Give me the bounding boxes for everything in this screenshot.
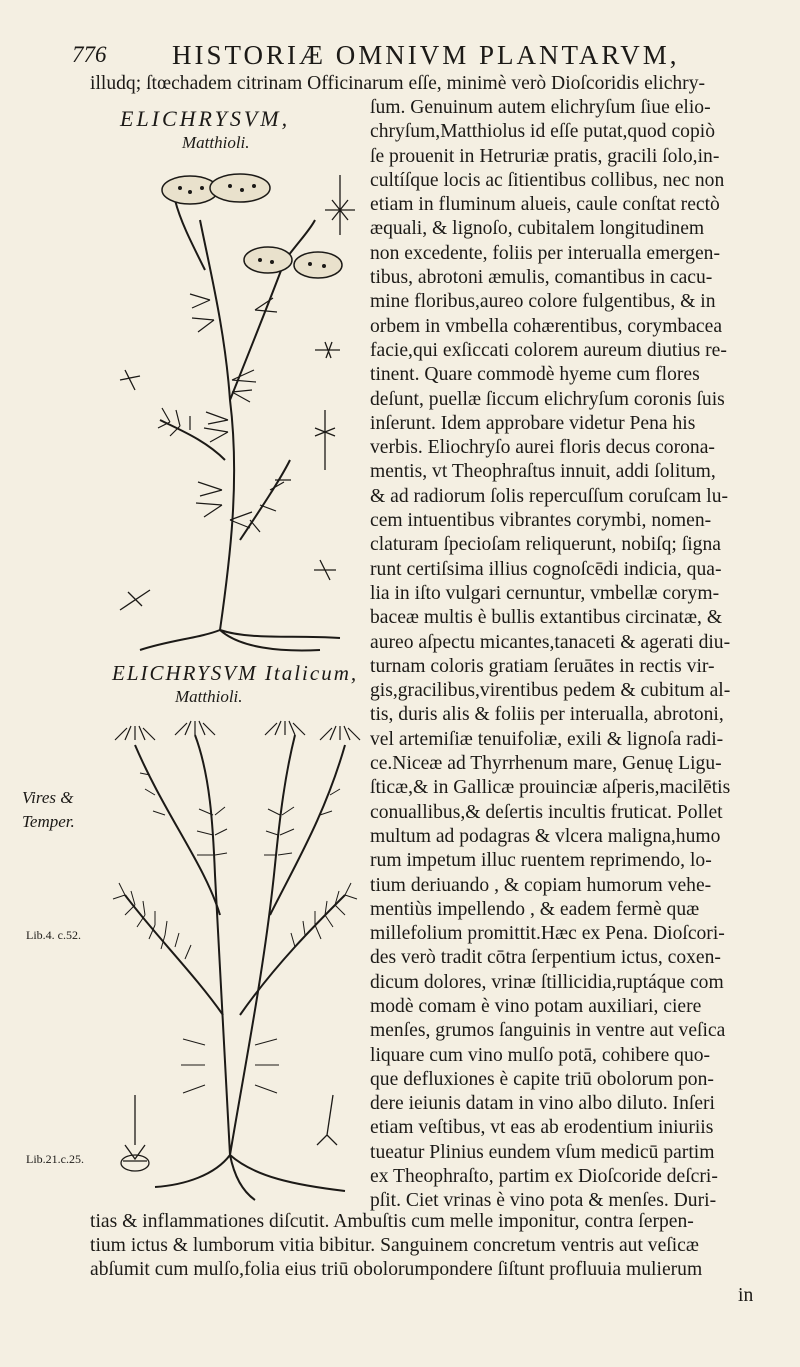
text-line: non excedente, foliis per interualla emergen- [370,242,720,264]
figure1-title: ELICHRYSVM, [120,106,291,131]
text-line: lia in iſto vulgari cernuntur, vmbellæ corym- [370,582,720,604]
text-line: facie,qui exſiccati colorem aureum diutius re- [370,339,727,361]
text-line: que defluxiones è capite triū obolorum pon- [370,1068,714,1090]
margin-note-temper: Temper. [22,812,75,831]
figure1-subtitle: Matthioli. [182,133,250,152]
text-line: dere ieiunis datam in vino albo diluto. Inſeri [370,1093,715,1115]
text-line: baceæ multis è bullis extantibus circinatæ, & [370,607,723,629]
text-line: verbis. Eliochryſo aurei floris decus corona- [370,437,715,459]
text-line: tibus, abrotoni æmulis, comantibus in cacu- [370,267,713,289]
text-line: cem intuentibus vibrantes corymbi, nomen- [370,510,712,532]
text-line: orbem in vmbella cohærentibus, corymbacea [370,315,723,337]
text-line: & ad radiorum ſolis repercuſſum coruſcam lu- [370,485,729,507]
text-line: millefolium promittit.Hæc ex Pena. Dioſcori- [370,923,725,945]
bottom-text-line: abſumit cum mulſo,folia eius triū obolorumpondere ſiſtunt profluuia mulierum [90,1259,703,1280]
text-line: etiam in fluminum alueis, caule conſtat rectò [370,194,720,216]
text-line: ſe prouenit in Hetruriæ pratis, gracili ſolo,in- [370,145,720,167]
elichrysum-woodcut-illustration [110,160,365,655]
text-line: gis,gracilibus,virentibus pedem & cubitum al- [370,680,731,702]
text-line: mentiùs impellendo , & eadem fermè quæ [370,898,700,920]
text-line: liquare cum vino mulſo potā, cohibere quo- [370,1044,711,1066]
running-title: HISTORIÆ OMNIVM PLANTARVM, [172,40,680,70]
text-line: etiam veſtibus, vt eas ab erodentium iniuriis [370,1117,714,1139]
text-line: mentis, vt Theophraſtus innuit, addi ſolitum, [370,461,716,483]
text-line: aureo aſpectu micantes,tanaceti & agerati diu- [370,631,731,653]
text-line: claturam ſpecioſam reliquerunt, nobiſq; ſigna [370,534,721,556]
page-header [72,42,772,72]
text-line: des verò tradit cōtra ſerpentium ictus, coxen- [370,947,721,969]
text-line: ſticæ,& in Gallicæ prouinciæ aſperis,macilētis [370,777,731,799]
text-line: dicum dolores, vrinæ ſtillicidia,ruptáque com [370,971,724,993]
text-line: ſum. Genuinum autem elichryſum ſiue elio- [370,97,711,118]
text-line: ce.Niceæ ad Thyrrhenum mare, Genuę Ligu- [370,753,722,775]
margin-reference-lib4: Lib.4. c.52. [26,928,81,942]
text-line: rum impetum illuc ruentem reprimendo, lo- [370,850,712,872]
text-line: tinent. Quare commodè hyeme cum flores [370,364,700,386]
page-number: 776 [72,42,107,67]
text-line: conuallibus,& deſertis incultis fruticat. Pollet [370,801,723,823]
margin-reference-lib21: Lib.21.c.25. [26,1152,84,1166]
text-line: runt certiſsima illius cognoſcēdi indicia, qua- [370,558,722,580]
figure2-title: ELICHRYSVM Italicum, [112,661,359,685]
text-line: mine floribus,aureo colore fulgentibus, & in [370,291,716,313]
text-column [370,96,770,1214]
text-line: deſunt, puellæ ſiccum elichryſum coronis ſuis [370,388,725,410]
text-line: modè comam è vino potam auxiliari, ciere [370,995,702,1017]
figure2-subtitle: Matthioli. [175,687,243,706]
text-line: pſit. Ciet vrinas è vino pota & menſes. Duri- [370,1190,717,1212]
margin-note-vires: Vires & [22,788,74,807]
bottom-text-line: tias & inflammationes diſcutit. Ambuſtis cum melle imponitur, contra ſerpen- [90,1211,694,1232]
text-line: inſerunt. Idem approbare videtur Pena his [370,412,696,434]
elichrysum-italicum-woodcut-illustration [95,715,370,1205]
text-line: tis, duris alis & foliis per interualla, abrotoni, [370,704,724,726]
text-line: menſes, grumos ſanguinis in ventre aut veſica [370,1020,726,1042]
text-line: vel artemiſiæ tenuifoliæ, exili & lignoſa radi- [370,728,724,750]
text-line: cultíſque locis ac ſitientibus collibus, nec non [370,169,725,191]
bottom-text-line: tium ictus & lumborum vitia bibitur. Sanguinem concretum ventris aut veſicæ [90,1235,699,1256]
text-line: æquali, & lignoſo, cubitalem longitudinem [370,218,705,240]
text-line: chryſum,Matthiolus id eſſe putat,quod copiò [370,121,716,143]
catchword: in [738,1285,754,1306]
text-line: multum ad podagras & vlcera maligna,humo [370,825,721,847]
text-line: tium deriuando , & copiam humorum vehe- [370,874,712,896]
text-line: ex Theophraſto, partim ex Dioſcoride deſcri- [370,1166,718,1188]
first-text-line: illudq; ſtœchadem citrinam Officinarum eſſe, minimè verò Dioſcoridis elichry- [90,73,706,94]
text-line: tueatur Plinius eundem vſum medicū partim [370,1141,715,1163]
text-line: turnam coloris gratiam ſeruātes in rectis vir- [370,655,715,677]
